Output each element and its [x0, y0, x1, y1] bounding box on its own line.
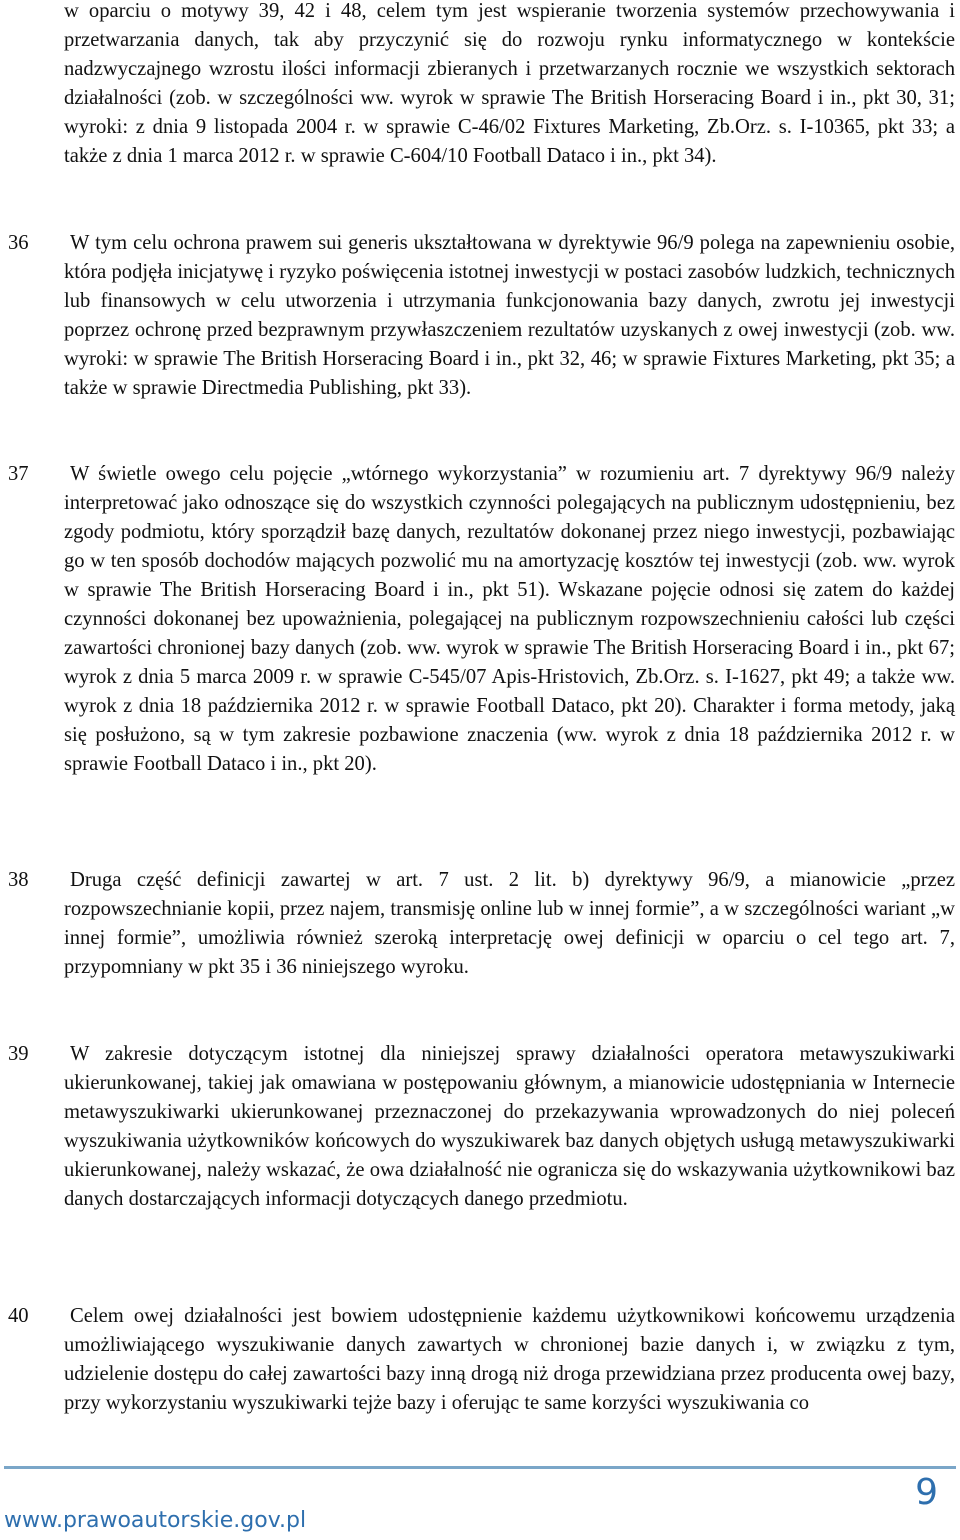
paragraph-38-text: Druga część definicji zawartej w art. 7 ust. 2 lit. b) dyrektywy 96/9, a mianowicie „przez rozpowszechnianie kopii, przez najem, transmisję online lub w innej formie”, a w szczególności wariant „w innej formie”, umożliwia również szeroką interpretację owej definicji w oparciu o cel tego art. 7, przypomniany w pkt 35 i 36 niniejszego wyroku. — [64, 869, 955, 978]
paragraph-number-37: 37 — [8, 463, 29, 485]
footer-divider — [4, 1466, 956, 1469]
paragraph-36-text: W tym celu ochrona prawem sui generis ukształtowana w dyrektywie 96/9 polega na zapewnieniu osobie, która podjęła inicjatywę i ryzyko poświęcenia istotnej inwestycji w postaci zasobów ludzkich, technicznych lub finansowych w celu utworzenia i utrzymania funkcjonowania bazy danych, zwrotu jej inwestycji poprzez ochronę przed bezprawnym przywłaszczeniem rezultatów uzyskanych z owej inwestycji (zob. ww. wyroki: w sprawie The British Horseracing Board i in., pkt 32, 46; w sprawie Fixtures Marketing, pkt 35; a także w sprawie Directmedia Publishing, pkt 33). — [64, 232, 955, 399]
paragraph-number-40: 40 — [8, 1305, 29, 1327]
paragraph-35-continuation: w oparciu o motywy 39, 42 i 48, celem tym jest wspieranie tworzenia systemów przechowywania i przetwarzania danych, tak aby przyczynić się do rozwoju rynku informatycznego w kontekście nadzwyczajnego wzrostu ilości informacji zbieranych i przetwarzanych rocznie we wszystkich sektorach działalności (zob. w szczególności ww. wyrok w sprawie The British Horseracing Board i in., pkt 30, 31; wyroki: z dnia 9 listopada 2004 r. w sprawie C-46/02 Fixtures Marketing, Zb.Orz. s. I-10365, pkt 33; a także z dnia 1 marca 2012 r. w sprawie C-604/10 Football Dataco i in., pkt 34). — [64, 0, 955, 167]
paragraph-37-text: W świetle owego celu pojęcie „wtórnego wykorzystania” w rozumieniu art. 7 dyrektywy 96/9 należy interpretować jako odnoszące się do wszystkich czynności polegających na publicznym udostępnieniu, bez zgody podmiotu, który sporządził bazę danych, rezultatów dokonanej przez niego inwestycji, pozbawiając go w ten sposób dochodów mających pozwolić mu na amortyzację kosztów tej inwestycji (zob. ww. wyrok w sprawie The British Horseracing Board i in., pkt 51). Wskazane pojęcie odnosi się zatem do każdej czynności dokonanej bez upoważnienia, polegającej na publicznym rozpowszechnieniu całości lub części zawartości chronionej bazy danych (zob. ww. wyrok w sprawie The British Horseracing Board i in., pkt 67; wyrok z dnia 5 marca 2009 r. w sprawie C-545/07 Apis-Hristovich, Zb.Orz. s. I-1627, pkt 49; a także ww. wyrok z dnia 18 października 2012 r. w sprawie Football Dataco, pkt 20). Charakter i forma metody, jaką się posłużono, są w tym zakresie pozbawione znaczenia (ww. wyrok z dnia 18 października 2012 r. w sprawie Football Dataco i in., pkt 20). — [64, 463, 955, 775]
paragraph-number-39: 39 — [8, 1043, 29, 1065]
paragraph-39-text: W zakresie dotyczącym istotnej dla niniejszej sprawy działalności operatora metawyszukiwarki ukierunkowanej, takiej jak omawiana w postępowaniu głównym, a mianowicie udostępniania w Internecie metawyszukiwarki ukierunkowanej przeznaczonej do przekazywania wprowadzonych do niej poleceń wyszukiwania użytkowników końcowych do wyszukiwarek baz danych objętych usługą metawyszukiwarki ukierunkowanej, należy wskazać, że owa działalność nie ogranicza się do wskazywania użytkownikowi baz danych dostarczających informacji dotyczących danego przedmiotu. — [64, 1043, 955, 1210]
paragraph-number-38: 38 — [8, 869, 29, 891]
paragraph-40-text: Celem owej działalności jest bowiem udostępnienie każdemu użytkownikowi końcowemu urządzenia umożliwiającego wyszukiwanie danych zawartych w chronionej bazie danych i, w związku z tym, udzielenie dostępu do całej zawartości bazy inną drogą niż droga przewidziana przez producenta owej bazy, przy wykorzystaniu wyszukiwarki tejże bazy i oferując te same korzyści wyszukiwania co — [64, 1305, 955, 1414]
footer-website-link[interactable]: www.prawoautorskie.gov.pl — [4, 1508, 307, 1533]
paragraph-number-36: 36 — [8, 232, 29, 254]
page-number: 9 — [915, 1472, 938, 1513]
